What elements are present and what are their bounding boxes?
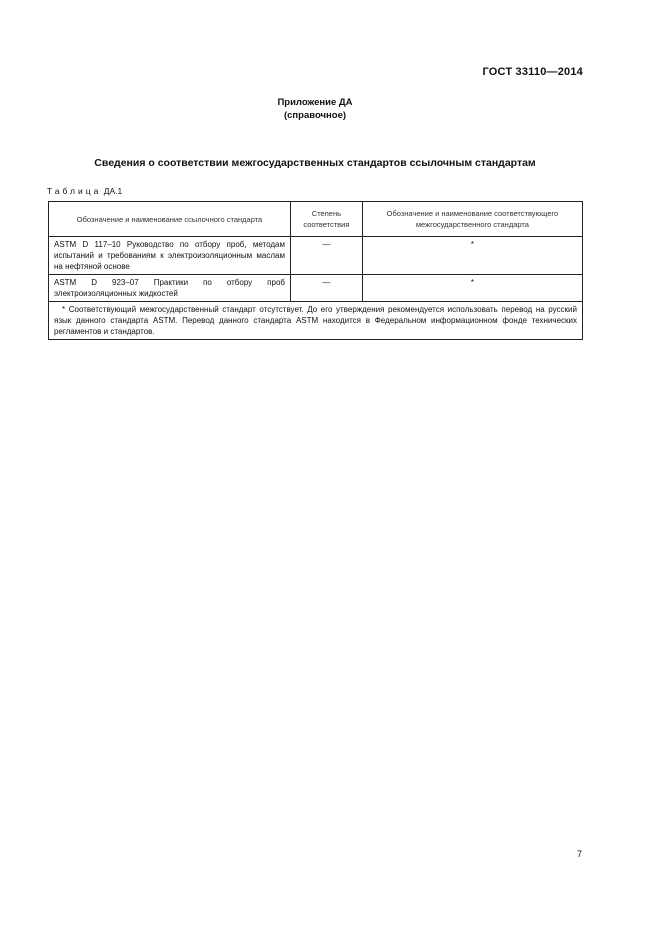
interstate-standard-cell: * <box>362 237 582 275</box>
reference-standard-cell: ASTM D 923–07 Практики по отбору проб электроизоляционных жидкостей <box>49 275 291 302</box>
footnote-text: * Соответствующий межгосударственный стандарт отсутствует. До его утверждения рекомендуется использовать перевод на русский язык данного стандарта ASTM. Перевод данного стандарта ASTM находится в Федеральном информационном фонде технических регламентов и стандартов. <box>54 305 577 336</box>
table-label-word: Таблица <box>47 186 102 196</box>
header-degree: Степень соответствия <box>291 202 363 237</box>
table-label-number: ДА.1 <box>103 186 123 196</box>
section-title: Сведения о соответствии межгосударственных стандартов ссылочным стандартам <box>94 157 536 169</box>
table-row <box>49 275 583 302</box>
degree-cell: — <box>291 237 363 275</box>
annex-subtitle: (справочное) <box>283 110 347 121</box>
table-row <box>49 237 583 275</box>
header-interstate-standard: Обозначение и наименование соответствующего межгосударственного стандарта <box>362 202 582 237</box>
interstate-standard-cell: * <box>362 275 582 302</box>
table-header-row <box>49 202 583 237</box>
header-reference-standard: Обозначение и наименование ссылочного стандарта <box>49 202 291 237</box>
annex-heading <box>0 96 630 122</box>
table-footnote <box>49 302 583 340</box>
standards-table <box>48 201 583 340</box>
document-code: ГОСТ 33110—2014 <box>482 66 583 78</box>
table-footnote-row <box>49 302 583 340</box>
table-label <box>47 186 122 196</box>
annex-title: Приложение ДА <box>277 97 353 108</box>
page-number: 7 <box>576 849 582 859</box>
degree-cell: — <box>291 275 363 302</box>
reference-standard-cell: ASTM D 117–10 Руководство по отбору проб, методам испытаний и требованиям к электроизоляционным маслам на нефтяной основе <box>49 237 291 275</box>
